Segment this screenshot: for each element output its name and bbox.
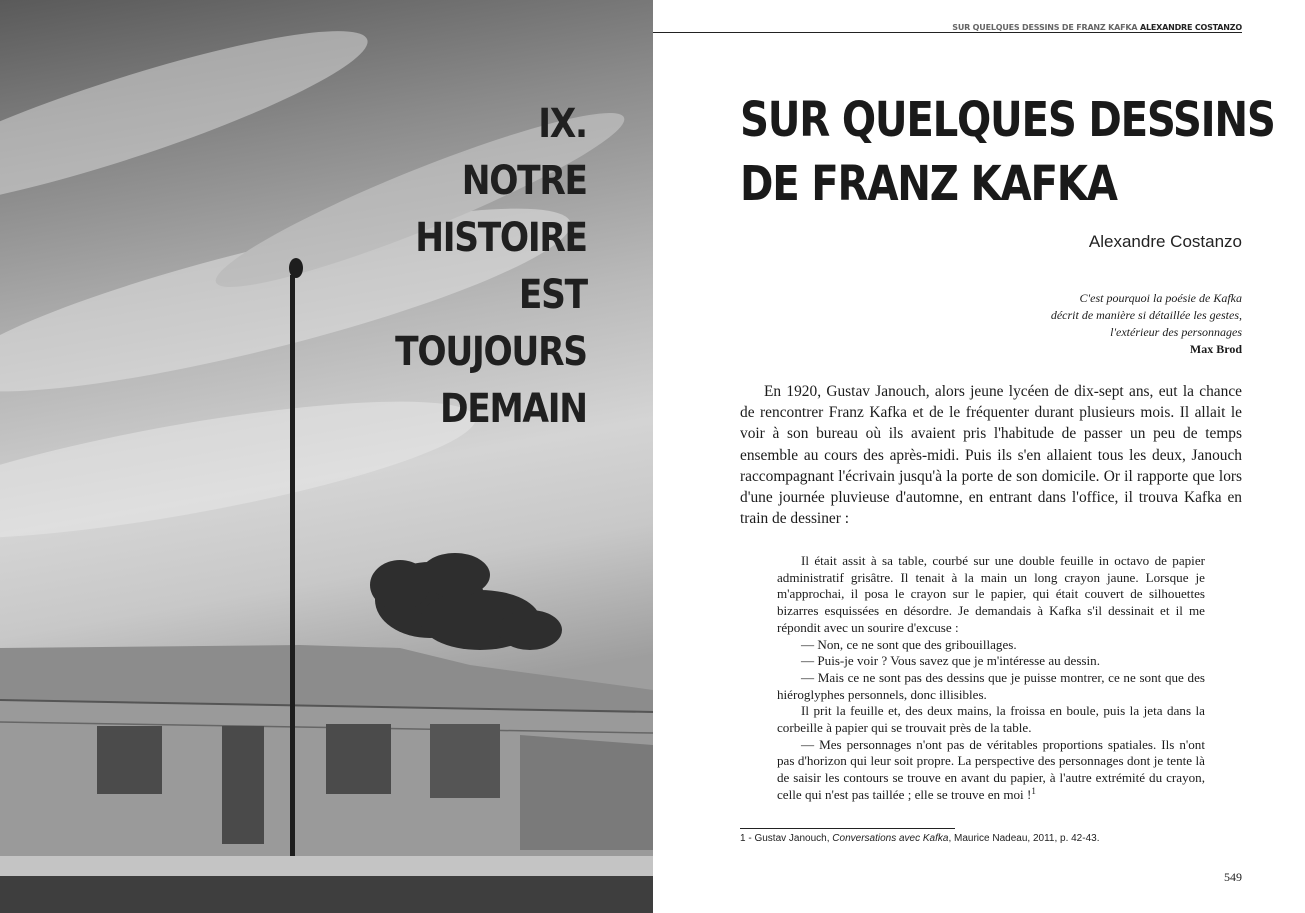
- section-title-line: EST: [519, 272, 587, 318]
- boarded-door: [222, 726, 264, 844]
- epigraph-line: décrit de manière si détaillée les gestes,: [1050, 308, 1242, 322]
- section-title-line: IX.: [538, 101, 587, 147]
- footnote-prefix: 1 - Gustav Janouch,: [740, 833, 833, 844]
- footnote: [740, 833, 1099, 844]
- page-number: 549: [1224, 870, 1242, 884]
- section-title-line: NOTRE: [461, 158, 587, 204]
- tree: [370, 553, 562, 650]
- block-quote: [777, 553, 1205, 804]
- quote-paragraph: — Mais ce ne sont pas des dessins que je puisse montrer, ce ne sont que des hiéroglyphes personnels, donc illisibles.: [777, 669, 1205, 702]
- quote-paragraph-text: — Mes personnages n'ont pas de véritables proportions spatiales. Ils n'ont pas d'horizon qui leur soit propre. La perspective des personnages dont je tente là de saisir les contours se trouve en avant du papier, à l'autre extrémité du crayon, celle qui n'est pas taillée ; elle se trouve en moi !: [777, 736, 1205, 802]
- wall: [0, 645, 653, 858]
- running-head-rule: [653, 32, 1242, 33]
- boarded-window: [97, 726, 162, 794]
- running-head-title: SUR QUELQUES DESSINS DE FRANZ KAFKA: [952, 23, 1138, 32]
- quote-paragraph: — Non, ce ne sont que des gribouillages.: [801, 636, 1017, 652]
- quote-paragraph: — Puis-je voir ? Vous savez que je m'intéresse au dessin.: [801, 653, 1100, 669]
- article-author: Alexandre Costanzo: [1088, 232, 1242, 251]
- epigraph: [982, 290, 1242, 358]
- article-title: [740, 88, 1275, 216]
- boarded-window: [326, 724, 391, 794]
- epigraph-line: C'est pourquoi la poésie de Kafka: [1079, 291, 1242, 305]
- footnote-reference[interactable]: 1: [1031, 785, 1036, 796]
- section-title-line: TOUJOURS: [395, 329, 587, 375]
- footnote-work-title: Conversations avec Kafka: [832, 833, 949, 844]
- quote-paragraph: Il prit la feuille et, des deux mains, la froissa en boule, puis la jeta dans la corbeille à papier qui se trouvait près de la table.: [777, 703, 1205, 736]
- running-head: [952, 23, 1242, 32]
- body-paragraph: En 1920, Gustav Janouch, alors jeune lycéen de dix-sept ans, eut la chance de rencontrer Franz Kafka et de le fréquenter durant plusieurs mois. Il allait le voir à son bureau où ils avaient pris l'habitude de passer un peu de temps ensemble au cours des après-midi. Puis ils s'en allaient tous les deux, Janouch raccompagnant l'écrivain jusqu'à la porte de son domicile. Or il rapporte que lors d'une journée pluvieuse d'automne, en entrant dans l'office, il trouva Kafka en train de dessiner :: [740, 383, 1242, 528]
- epigraph-source: Max Brod: [1189, 342, 1242, 356]
- boarded-window: [430, 724, 500, 798]
- article-title-line: SUR QUELQUES DESSINS: [740, 92, 1275, 148]
- footnote-suffix: , Maurice Nadeau, 2011, p. 42-43.: [948, 833, 1100, 844]
- sidewalk: [0, 856, 653, 878]
- quote-paragraph: Il était assit à sa table, courbé sur une double feuille in octavo de papier administratif grisâtre. Il tenait à la main un long crayon jaune. Lorsque je m'approchai, il posa le crayon sur le papier, qui était couvert de silhouettes bizarres esquissées en désordre. Je demandais à Kafka s'il dessinait et il me répondit avec un sourire d'excuse :: [777, 553, 1205, 635]
- footnote-rule: [740, 828, 955, 829]
- section-title-line: DEMAIN: [440, 386, 587, 432]
- quote-paragraph-last: [777, 737, 1205, 804]
- section-title-line: HISTOIRE: [415, 215, 587, 261]
- article-title-line: DE FRANZ KAFKA: [740, 156, 1117, 212]
- epigraph-line: l'extérieur des personnages: [1110, 325, 1242, 339]
- road: [0, 876, 653, 913]
- running-head-author: ALEXANDRE COSTANZO: [1139, 23, 1242, 32]
- section-title: [395, 96, 587, 438]
